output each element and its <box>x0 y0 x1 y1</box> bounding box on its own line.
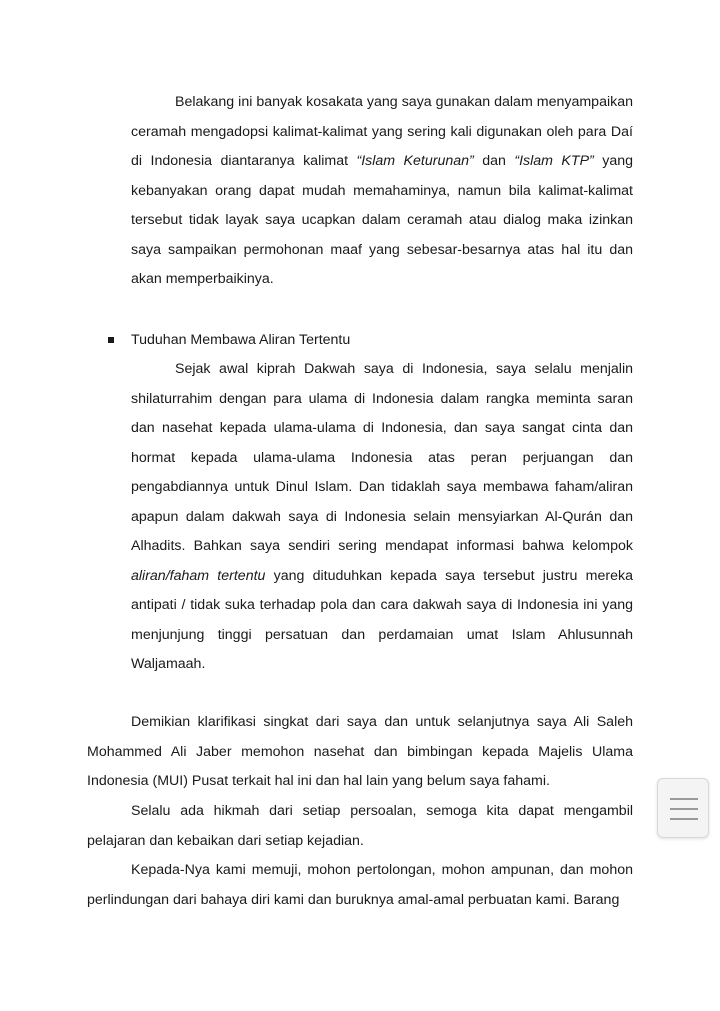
paragraph-kepadanya: Kepada-Nya kami memuji, mohon pertolongan, mohon ampunan, dan mohon perlindungan dari bahaya diri kami dan buruknya amal-amal perbuatan kami. Barang <box>87 862 633 908</box>
paragraph-text: dan <box>473 153 515 169</box>
italic-term: aliran/faham tertentu <box>131 567 266 584</box>
paragraph-text: Belakang ini banyak kosakata yang saya gunakan dalam menyampaikan ceramah mengadopsi kalimat-kalimat yang sering kali digunakan oleh para Daí di Indonesia diantaranya kalimat <box>131 94 633 169</box>
italic-term: “Islam KTP” <box>514 153 594 169</box>
paragraph-hikmah: Selalu ada hikmah dari setiap persoalan, semoga kita dapat mengambil pelajaran dan kebaikan dari setiap kejadian. <box>87 803 633 849</box>
floating-menu-button[interactable] <box>657 778 709 838</box>
paragraph-text: yang kebanyakan orang dapat mudah memahaminya, namun bila kalimat-kalimat tersebut tidak layak saya ucapkan dalam ceramah atau dialog maka izinkan saya sampaikan permohonan maaf yang sebesar-besarnya atas hal itu dan akan memperbaikinya. <box>131 153 633 287</box>
paragraph-text: Sejak awal kiprah Dakwah saya di Indonesia, saya selalu menjalin shilaturrahim dengan para ulama di Indonesia dalam rangka meminta saran dan nasehat kepada ulama-ulama di Indonesia, dan saya sangat cinta dan hormat kepada ulama-ulama Indonesia atas peran perjuangan dan pengabdiannya untuk Dinul Islam. Dan tidaklah saya membawa faham/aliran apapun dalam dakwah saya di Indonesia selain mensyiarkan Al-Qurán dan Alhadits. Bahkan saya sendiri sering mendapat informasi bahwa kelompok <box>131 361 633 554</box>
square-bullet-icon <box>108 337 114 343</box>
paragraph-text: yang dituduhkan kepada saya tersebut justru mereka antipati / tidak suka terhadap pola dan cara dakwah saya di Indonesia ini yang menjunjung tinggi persatuan dan perdamaian umat Islam Ahlusunnah Waljamaah. <box>131 567 633 672</box>
italic-term: “Islam Keturunan” <box>356 153 474 169</box>
paragraph-apology <box>131 88 633 295</box>
paragraph-klarifikasi: Demikian klarifikasi singkat dari saya dan untuk selanjutnya saya Ali Saleh Mohammed Ali Jaber memohon nasehat dan bimbingan kepada Majelis Ulama Indonesia (MUI) Pusat terkait hal ini dan hal lain yang belum saya fahami. <box>87 714 633 789</box>
section-heading: Tuduhan Membawa Aliran Tertentu <box>131 332 351 348</box>
paragraph-aliran <box>131 355 633 680</box>
